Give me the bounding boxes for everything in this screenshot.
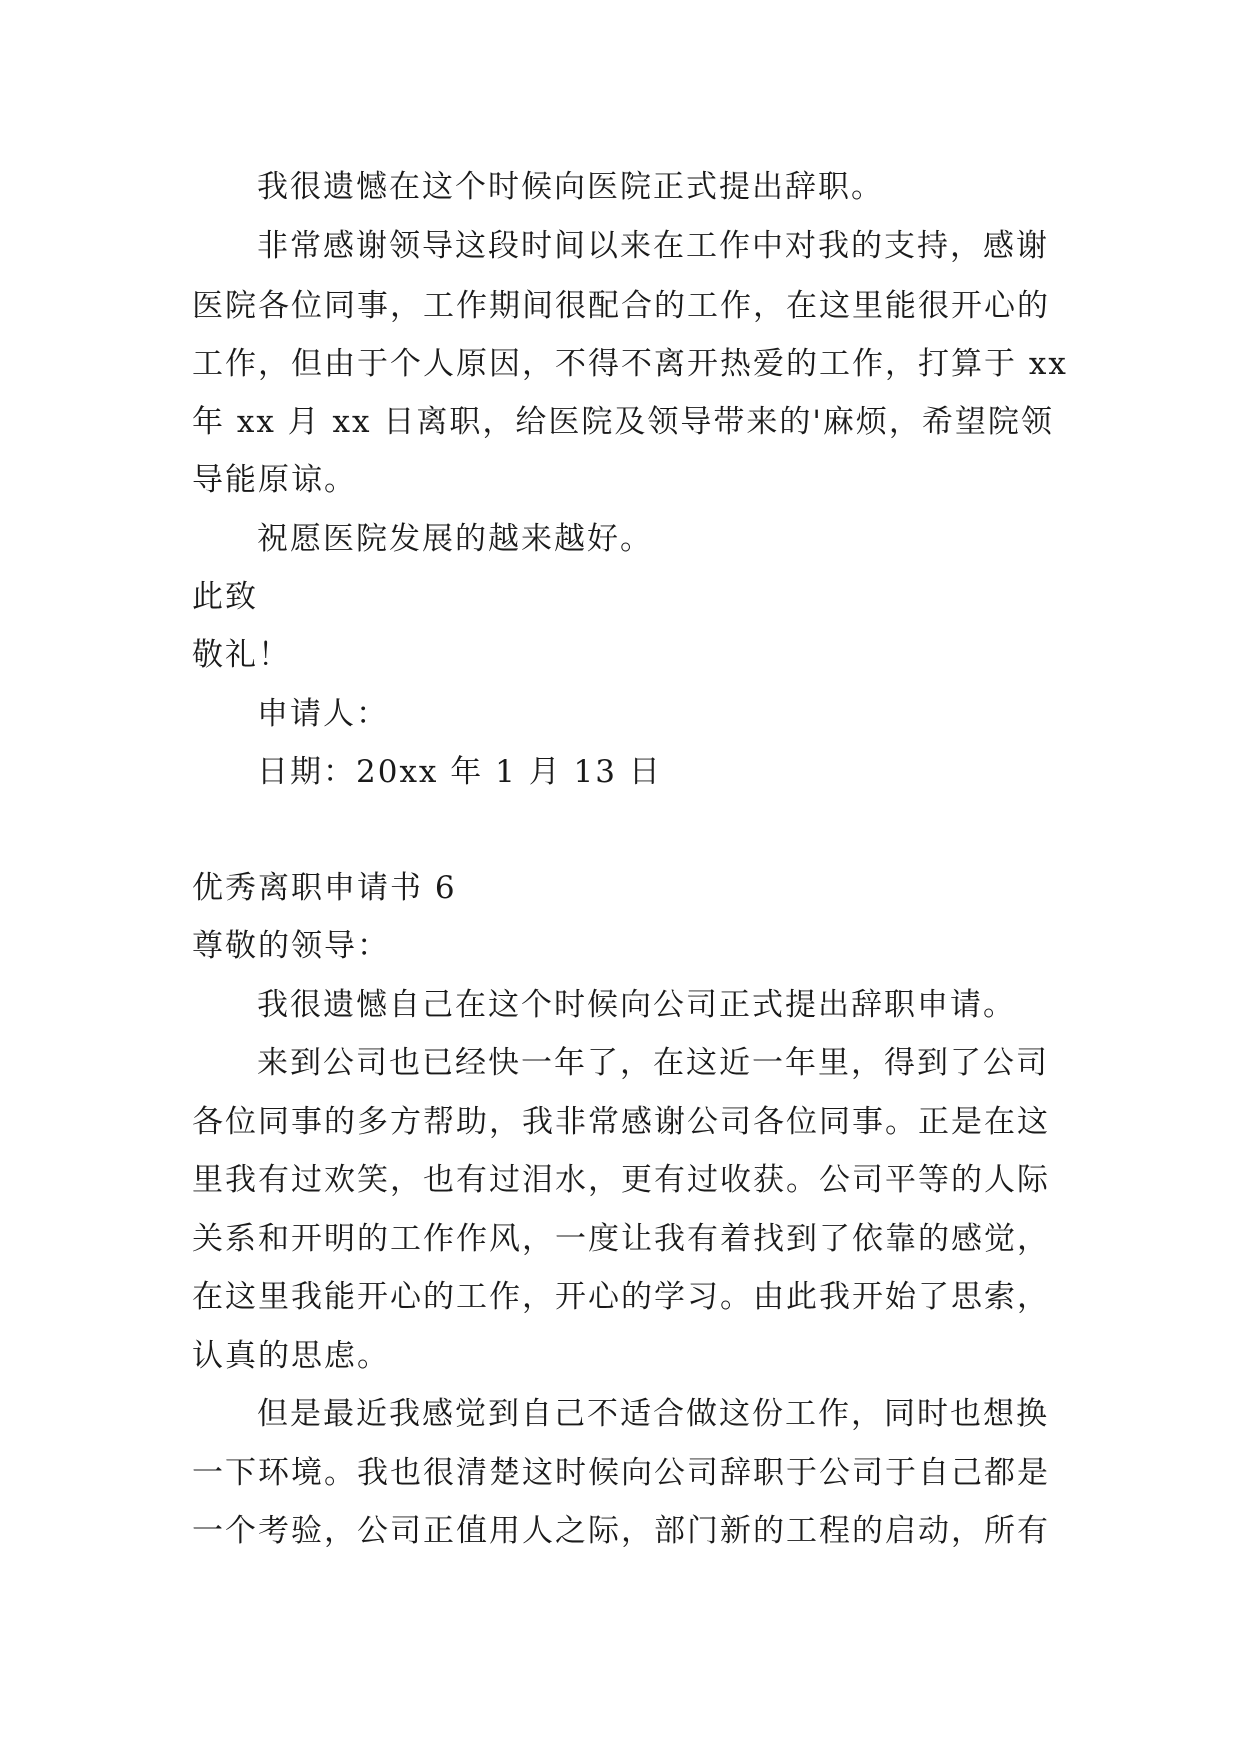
paragraph-line: 关系和开明的工作作风，一度让我有着找到了依靠的感觉，	[192, 1221, 1050, 1257]
closing-line: 此致	[192, 579, 258, 615]
closing-line: 敬礼！	[192, 637, 291, 673]
date-line: 日期：20xx 年 1 月 13 日	[257, 754, 662, 790]
paragraph-line: 认真的思虑。	[192, 1338, 390, 1374]
paragraph-line: 一下环境。我也很清楚这时候向公司辞职于公司于自己都是	[192, 1455, 1050, 1491]
paragraph-line: 来到公司也已经快一年了，在这近一年里，得到了公司	[257, 1045, 1049, 1081]
salutation: 尊敬的领导：	[192, 928, 390, 964]
paragraph-line: 我很遗憾在这个时候向医院正式提出辞职。	[257, 169, 884, 205]
paragraph-line: 我很遗憾自己在这个时候向公司正式提出辞职申请。	[257, 987, 1016, 1023]
paragraph-line: 里我有过欢笑，也有过泪水，更有过收获。公司平等的人际	[192, 1162, 1050, 1198]
paragraph-line: 祝愿医院发展的越来越好。	[257, 521, 653, 557]
paragraph-line: 年 xx 月 xx 日离职，给医院及领导带来的'麻烦，希望院领	[192, 404, 1054, 440]
paragraph-line: 非常感谢领导这段时间以来在工作中对我的支持，感谢	[257, 228, 1049, 264]
paragraph-line: 在这里我能开心的工作，开心的学习。由此我开始了思索，	[192, 1279, 1050, 1315]
paragraph-line: 各位同事的多方帮助，我非常感谢公司各位同事。正是在这	[192, 1104, 1050, 1140]
paragraph-line: 工作，但由于个人原因，不得不离开热爱的工作，打算于 xx	[192, 346, 1068, 382]
paragraph-line: 导能原谅。	[192, 462, 357, 498]
document-title: 优秀离职申请书 6	[192, 870, 457, 906]
paragraph-line: 一个考验，公司正值用人之际，部门新的工程的启动，所有	[192, 1513, 1050, 1549]
paragraph-line: 但是最近我感觉到自己不适合做这份工作，同时也想换	[257, 1396, 1049, 1432]
applicant-line: 申请人：	[257, 696, 389, 732]
paragraph-line: 医院各位同事，工作期间很配合的工作，在这里能很开心的	[192, 288, 1050, 324]
